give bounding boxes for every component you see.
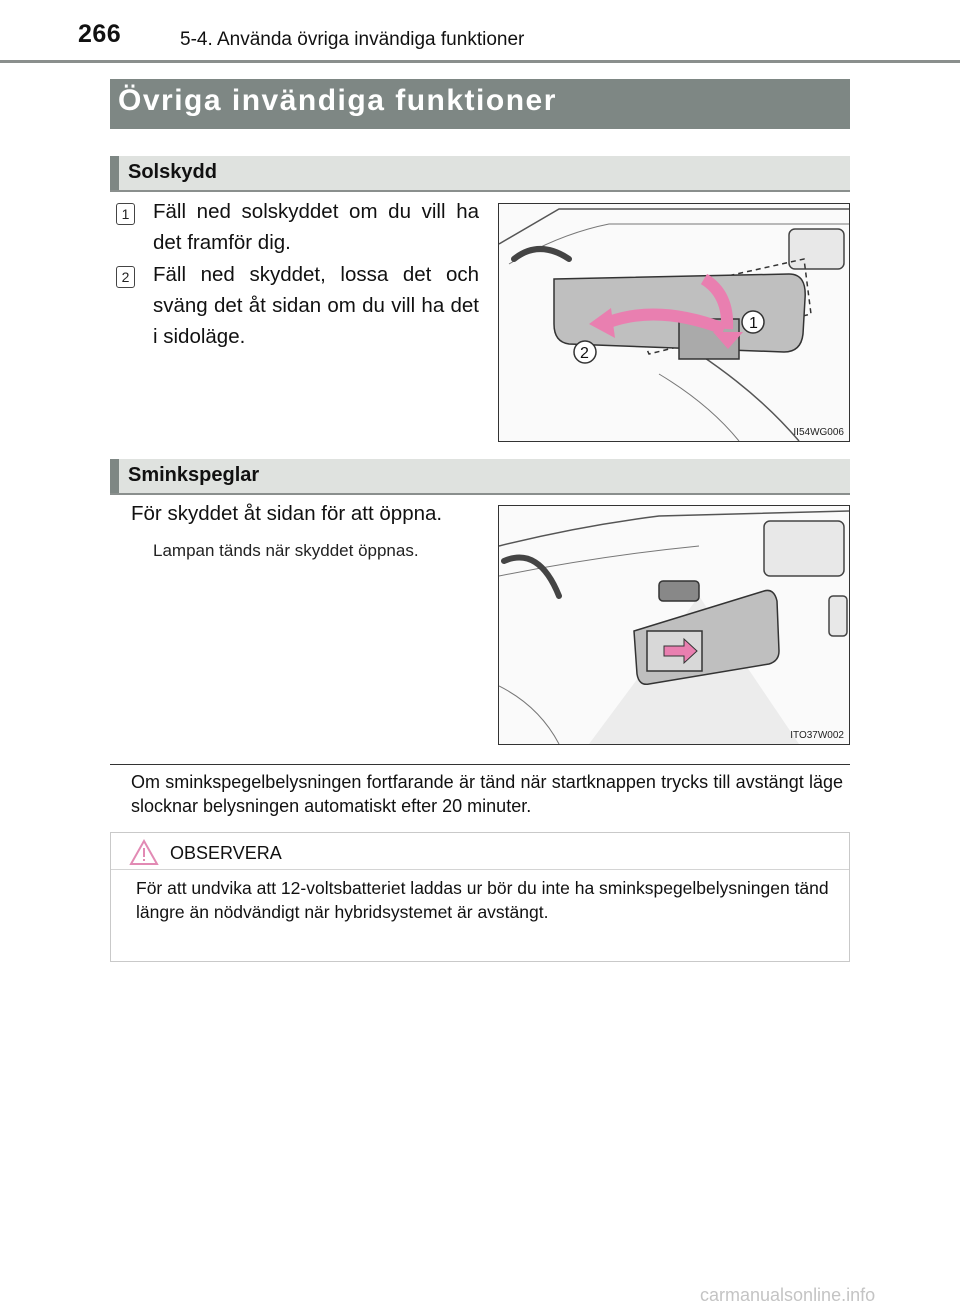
page-title: Övriga invändiga funktioner [118, 84, 557, 117]
subheading-vanity-mirror [110, 459, 850, 495]
vanity-note: Lampan tänds när skyddet öppnas. [153, 541, 419, 560]
step-1-text: Fäll ned solskyddet om du vill ha det framför dig. [153, 200, 479, 254]
caution-title: OBSERVERA [170, 843, 282, 863]
figure-code: ITO37W002 [790, 730, 844, 741]
section-heading: 5-4. Använda övriga invändiga funktioner [180, 29, 525, 50]
step-2-badge: 2 [116, 266, 135, 288]
warning-triangle-icon [129, 839, 159, 866]
figure-code: II54WG006 [793, 427, 844, 438]
subheading-accent-bar [110, 459, 119, 493]
vanity-mirror-drawing [499, 506, 849, 744]
caution-text: För att undvika att 12-voltsbatteriet laddas ur bör du inte ha sminkspegelbelysningen tänd längre än nödvändigt när hybridsystemet är avstängt. [136, 878, 829, 922]
note-divider [110, 764, 850, 765]
svg-text:1: 1 [749, 315, 758, 332]
step-2-text: Fäll ned skyddet, lossa det och sväng det åt sidan om du vill ha det i sidoläge. [153, 263, 479, 348]
light-note: Om sminkspegelbelysningen fortfarande är tänd när startknappen trycks till avstängt läge slocknar belysningen automatiskt efter 20 minuter. [131, 772, 843, 816]
vanity-mirror-illustration [498, 505, 850, 745]
subheading-accent-bar [110, 156, 119, 190]
subheading-sun-visor [110, 156, 850, 192]
caution-divider [111, 869, 849, 870]
sun-visor-drawing [499, 204, 849, 441]
subheading-sun-visor-label: Solskydd [128, 161, 217, 183]
sun-visor-illustration [498, 203, 850, 442]
header-divider [0, 60, 960, 63]
caution-box [110, 832, 850, 962]
watermark: carmanualsonline.info [700, 1285, 876, 1305]
svg-text:2: 2 [580, 345, 589, 362]
step-1-badge: 1 [116, 203, 135, 225]
subheading-vanity-mirror-label: Sminkspeglar [128, 464, 260, 486]
vanity-instruction: För skyddet åt sidan för att öppna. [131, 502, 443, 525]
page-number: 266 [78, 20, 122, 48]
